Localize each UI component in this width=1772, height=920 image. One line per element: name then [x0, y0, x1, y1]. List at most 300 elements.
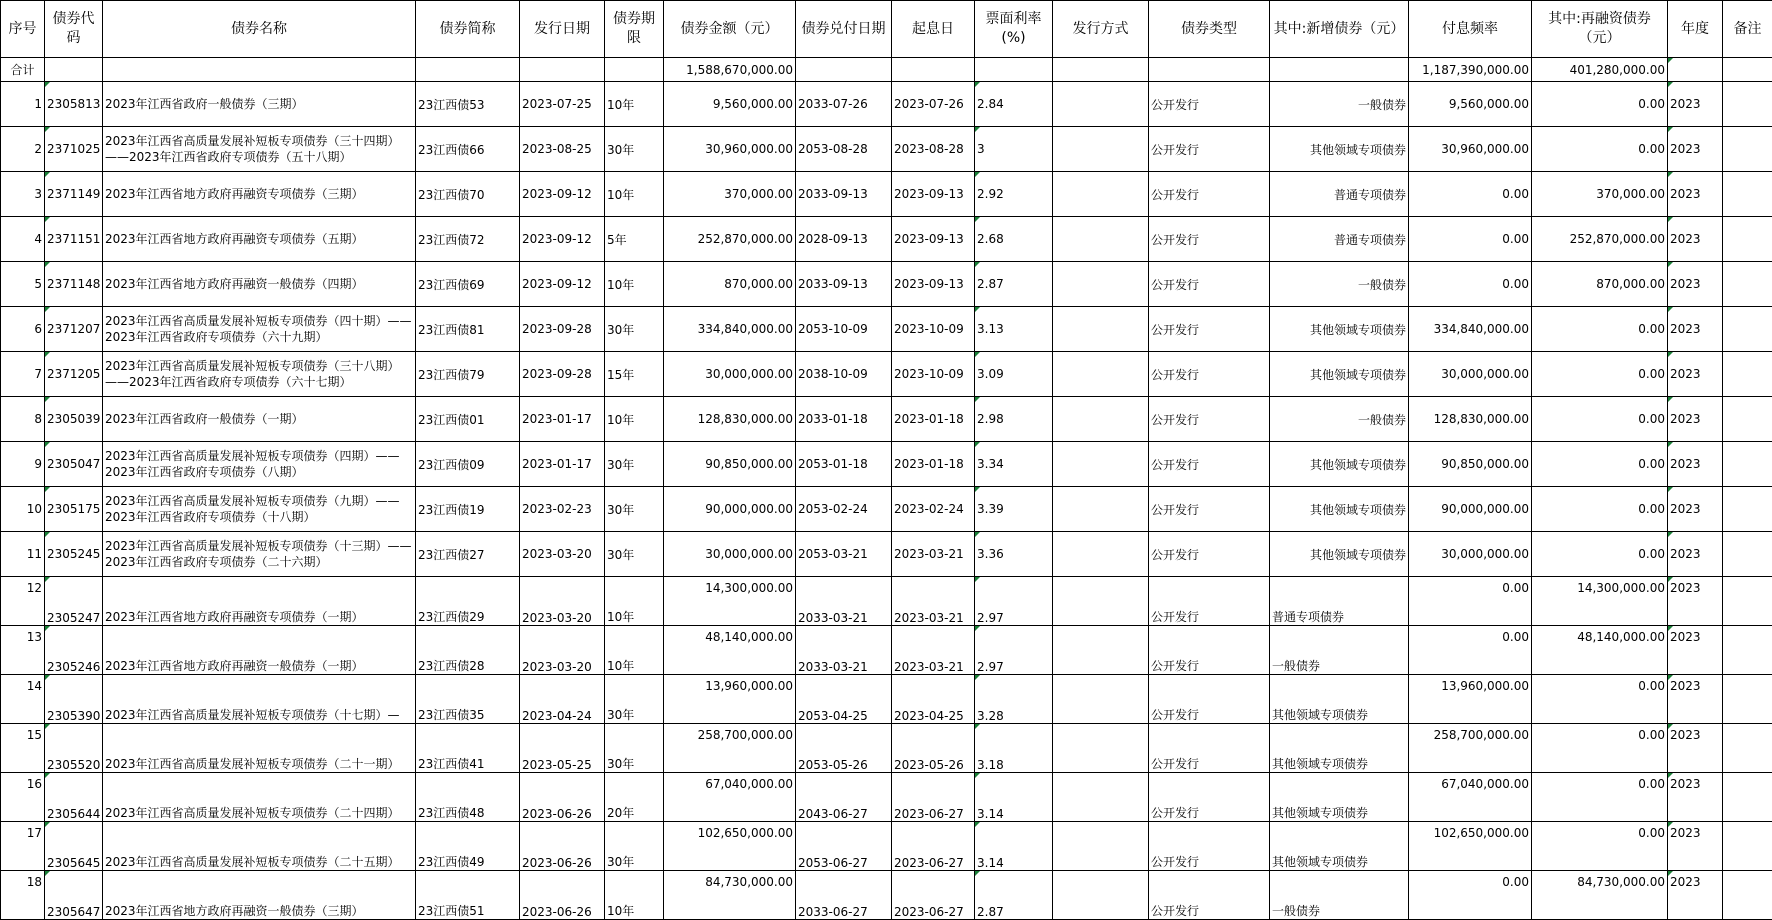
cell-year[interactable]: 2023 — [1668, 675, 1723, 724]
table-cell[interactable] — [45, 58, 103, 82]
cell-short-name[interactable]: 23江西债53 — [416, 82, 520, 127]
cell-issue-date[interactable]: 2023-09-12 — [520, 172, 605, 217]
cell-bond-type[interactable]: 公开发行 — [1149, 127, 1270, 172]
cell-seq[interactable]: 17 — [1, 822, 45, 871]
cell-year[interactable]: 2023 — [1668, 172, 1723, 217]
cell-redeem-date[interactable]: 2053-03-21 — [796, 532, 892, 577]
cell-redeem-date[interactable]: 2033-06-27 — [796, 871, 892, 920]
cell-rate[interactable]: 2.84 — [975, 82, 1053, 127]
cell-amount[interactable]: 128,830,000.00 — [664, 397, 796, 442]
cell-method[interactable] — [1053, 724, 1149, 773]
cell-note[interactable] — [1723, 172, 1772, 217]
cell-code[interactable]: 2305520 — [45, 724, 103, 773]
cell-refinancing[interactable]: 0.00 — [1532, 487, 1668, 532]
cell-category[interactable]: 其他领域专项债券 — [1270, 127, 1409, 172]
cell-redeem-date[interactable]: 2033-01-18 — [796, 397, 892, 442]
cell-start-date[interactable]: 2023-02-24 — [892, 487, 975, 532]
cell-refinancing[interactable]: 252,870,000.00 — [1532, 217, 1668, 262]
cell-name[interactable]: 2023年江西省高质量发展补短板专项债券（十三期）——2023年江西省政府专项债券（二十六期） — [103, 532, 416, 577]
cell-refinancing[interactable]: 0.00 — [1532, 397, 1668, 442]
cell-start-date[interactable]: 2023-05-26 — [892, 724, 975, 773]
cell-category[interactable]: 一般债券 — [1270, 262, 1409, 307]
cell-term[interactable]: 30年 — [605, 442, 664, 487]
cell-new-bonds[interactable]: 67,040,000.00 — [1409, 773, 1532, 822]
cell-start-date[interactable]: 2023-09-13 — [892, 217, 975, 262]
cell-amount[interactable]: 9,560,000.00 — [664, 82, 796, 127]
cell-issue-date[interactable]: 2023-09-28 — [520, 307, 605, 352]
table-cell[interactable] — [1270, 58, 1409, 82]
cell-term[interactable]: 10年 — [605, 626, 664, 675]
cell-refinancing[interactable]: 370,000.00 — [1532, 172, 1668, 217]
cell-year[interactable]: 2023 — [1668, 577, 1723, 626]
cell-issue-date[interactable]: 2023-01-17 — [520, 442, 605, 487]
cell-bond-type[interactable]: 公开发行 — [1149, 724, 1270, 773]
cell-new-bonds[interactable]: 13,960,000.00 — [1409, 675, 1532, 724]
cell-start-date[interactable]: 2023-09-13 — [892, 172, 975, 217]
cell-refinancing[interactable]: 14,300,000.00 — [1532, 577, 1668, 626]
cell-code[interactable]: 2305390 — [45, 675, 103, 724]
cell-code[interactable]: 2371148 — [45, 262, 103, 307]
cell-short-name[interactable]: 23江西债28 — [416, 626, 520, 675]
cell-category[interactable]: 一般债券 — [1270, 626, 1409, 675]
cell-redeem-date[interactable]: 2033-09-13 — [796, 172, 892, 217]
cell-bond-type[interactable]: 公开发行 — [1149, 217, 1270, 262]
cell-amount[interactable]: 13,960,000.00 — [664, 675, 796, 724]
cell-name[interactable]: 2023年江西省地方政府再融资专项债券（五期） — [103, 217, 416, 262]
cell-category[interactable]: 其他领域专项债券 — [1270, 773, 1409, 822]
cell-short-name[interactable]: 23江西债01 — [416, 397, 520, 442]
total-label[interactable]: 合计 — [1, 58, 45, 82]
cell-short-name[interactable]: 23江西债69 — [416, 262, 520, 307]
cell-amount[interactable]: 870,000.00 — [664, 262, 796, 307]
cell-code[interactable]: 2305645 — [45, 822, 103, 871]
cell-short-name[interactable]: 23江西债70 — [416, 172, 520, 217]
cell-redeem-date[interactable]: 2053-01-18 — [796, 442, 892, 487]
cell-note[interactable] — [1723, 626, 1772, 675]
cell-bond-type[interactable]: 公开发行 — [1149, 442, 1270, 487]
cell-year[interactable]: 2023 — [1668, 487, 1723, 532]
cell-term[interactable]: 5年 — [605, 217, 664, 262]
cell-year[interactable]: 2023 — [1668, 773, 1723, 822]
cell-new-bonds[interactable]: 30,000,000.00 — [1409, 352, 1532, 397]
cell-term[interactable]: 30年 — [605, 724, 664, 773]
cell-bond-type[interactable]: 公开发行 — [1149, 871, 1270, 920]
cell-note[interactable] — [1723, 397, 1772, 442]
cell-seq[interactable]: 10 — [1, 487, 45, 532]
cell-refinancing[interactable]: 0.00 — [1532, 532, 1668, 577]
cell-start-date[interactable]: 2023-01-18 — [892, 442, 975, 487]
cell-bond-type[interactable]: 公开发行 — [1149, 626, 1270, 675]
table-cell[interactable] — [892, 58, 975, 82]
cell-method[interactable] — [1053, 82, 1149, 127]
cell-new-bonds[interactable]: 0.00 — [1409, 217, 1532, 262]
cell-redeem-date[interactable]: 2033-03-21 — [796, 577, 892, 626]
cell-issue-date[interactable]: 2023-03-20 — [520, 532, 605, 577]
cell-new-bonds[interactable]: 0.00 — [1409, 626, 1532, 675]
cell-new-bonds[interactable]: 128,830,000.00 — [1409, 397, 1532, 442]
cell-note[interactable] — [1723, 442, 1772, 487]
cell-amount[interactable]: 30,960,000.00 — [664, 127, 796, 172]
cell-issue-date[interactable]: 2023-09-12 — [520, 217, 605, 262]
cell-name[interactable]: 2023年江西省高质量发展补短板专项债券（三十四期）——2023年江西省政府专项债券（五十八期） — [103, 127, 416, 172]
cell-category[interactable]: 其他领域专项债券 — [1270, 487, 1409, 532]
cell-method[interactable] — [1053, 577, 1149, 626]
cell-seq[interactable]: 4 — [1, 217, 45, 262]
cell-code[interactable]: 2305813 — [45, 82, 103, 127]
cell-note[interactable] — [1723, 127, 1772, 172]
cell-year[interactable]: 2023 — [1668, 217, 1723, 262]
cell-short-name[interactable]: 23江西债09 — [416, 442, 520, 487]
cell-term[interactable]: 30年 — [605, 487, 664, 532]
table-cell[interactable] — [975, 58, 1053, 82]
cell-short-name[interactable]: 23江西债41 — [416, 724, 520, 773]
cell-method[interactable] — [1053, 532, 1149, 577]
cell-short-name[interactable]: 23江西债49 — [416, 822, 520, 871]
cell-name[interactable]: 2023年江西省高质量发展补短板专项债券（九期）——2023年江西省政府专项债券（十八期） — [103, 487, 416, 532]
cell-rate[interactable]: 3.39 — [975, 487, 1053, 532]
cell-name[interactable]: 2023年江西省高质量发展补短板专项债券（二十四期） — [103, 773, 416, 822]
cell-name[interactable]: 2023年江西省高质量发展补短板专项债券（三十八期）——2023年江西省政府专项债券（六十七期） — [103, 352, 416, 397]
cell-issue-date[interactable]: 2023-06-26 — [520, 773, 605, 822]
cell-code[interactable]: 2371207 — [45, 307, 103, 352]
cell-new-bonds[interactable]: 9,560,000.00 — [1409, 82, 1532, 127]
cell-short-name[interactable]: 23江西债81 — [416, 307, 520, 352]
cell-term[interactable]: 10年 — [605, 262, 664, 307]
cell-new-bonds[interactable]: 0.00 — [1409, 262, 1532, 307]
cell-start-date[interactable]: 2023-06-27 — [892, 822, 975, 871]
cell-rate[interactable]: 2.98 — [975, 397, 1053, 442]
cell-rate[interactable]: 2.92 — [975, 172, 1053, 217]
cell-note[interactable] — [1723, 822, 1772, 871]
cell-refinancing[interactable]: 84,730,000.00 — [1532, 871, 1668, 920]
cell-redeem-date[interactable]: 2053-02-24 — [796, 487, 892, 532]
cell-refinancing[interactable]: 0.00 — [1532, 307, 1668, 352]
cell-amount[interactable]: 30,000,000.00 — [664, 532, 796, 577]
table-cell[interactable] — [520, 58, 605, 82]
cell-note[interactable] — [1723, 532, 1772, 577]
cell-amount[interactable]: 14,300,000.00 — [664, 577, 796, 626]
cell-redeem-date[interactable]: 2053-04-25 — [796, 675, 892, 724]
table-cell[interactable] — [1668, 58, 1723, 82]
cell-method[interactable] — [1053, 487, 1149, 532]
cell-code[interactable]: 2305175 — [45, 487, 103, 532]
cell-issue-date[interactable]: 2023-03-20 — [520, 577, 605, 626]
cell-year[interactable]: 2023 — [1668, 82, 1723, 127]
cell-new-bonds[interactable]: 90,000,000.00 — [1409, 487, 1532, 532]
cell-redeem-date[interactable]: 2053-06-27 — [796, 822, 892, 871]
cell-amount[interactable]: 90,000,000.00 — [664, 487, 796, 532]
cell-redeem-date[interactable]: 2033-03-21 — [796, 626, 892, 675]
cell-year[interactable]: 2023 — [1668, 307, 1723, 352]
cell-issue-date[interactable]: 2023-06-26 — [520, 871, 605, 920]
cell-issue-date[interactable]: 2023-01-17 — [520, 397, 605, 442]
cell-term[interactable]: 30年 — [605, 675, 664, 724]
cell-name[interactable]: 2023年江西省高质量发展补短板专项债券（四十期）——2023年江西省政府专项债券（六十九期） — [103, 307, 416, 352]
cell-short-name[interactable]: 23江西债72 — [416, 217, 520, 262]
cell-short-name[interactable]: 23江西债51 — [416, 871, 520, 920]
cell-category[interactable]: 其他领域专项债券 — [1270, 352, 1409, 397]
cell-term[interactable]: 10年 — [605, 172, 664, 217]
cell-term[interactable]: 30年 — [605, 532, 664, 577]
cell-seq[interactable]: 8 — [1, 397, 45, 442]
cell-category[interactable]: 一般债券 — [1270, 871, 1409, 920]
cell-amount[interactable]: 102,650,000.00 — [664, 822, 796, 871]
cell-bond-type[interactable]: 公开发行 — [1149, 675, 1270, 724]
cell-term[interactable]: 10年 — [605, 82, 664, 127]
cell-note[interactable] — [1723, 352, 1772, 397]
cell-category[interactable]: 其他领域专项债券 — [1270, 724, 1409, 773]
cell-bond-type[interactable]: 公开发行 — [1149, 397, 1270, 442]
cell-refinancing[interactable]: 0.00 — [1532, 352, 1668, 397]
cell-note[interactable] — [1723, 675, 1772, 724]
cell-name[interactable]: 2023年江西省地方政府再融资一般债券（一期） — [103, 626, 416, 675]
table-cell[interactable] — [796, 58, 892, 82]
cell-start-date[interactable]: 2023-03-21 — [892, 577, 975, 626]
cell-note[interactable] — [1723, 871, 1772, 920]
cell-start-date[interactable]: 2023-03-21 — [892, 532, 975, 577]
cell-category[interactable]: 普通专项债券 — [1270, 172, 1409, 217]
cell-new-bonds[interactable]: 102,650,000.00 — [1409, 822, 1532, 871]
cell-year[interactable]: 2023 — [1668, 724, 1723, 773]
cell-start-date[interactable]: 2023-04-25 — [892, 675, 975, 724]
cell-category[interactable]: 一般债券 — [1270, 397, 1409, 442]
total-new-bonds[interactable]: 1,187,390,000.00 — [1409, 58, 1532, 82]
cell-rate[interactable]: 3.28 — [975, 675, 1053, 724]
cell-name[interactable]: 2023年江西省地方政府再融资专项债券（一期） — [103, 577, 416, 626]
cell-category[interactable]: 一般债券 — [1270, 82, 1409, 127]
cell-bond-type[interactable]: 公开发行 — [1149, 352, 1270, 397]
cell-method[interactable] — [1053, 822, 1149, 871]
cell-rate[interactable]: 3.13 — [975, 307, 1053, 352]
cell-redeem-date[interactable]: 2033-09-13 — [796, 262, 892, 307]
cell-method[interactable] — [1053, 871, 1149, 920]
cell-bond-type[interactable]: 公开发行 — [1149, 262, 1270, 307]
cell-term[interactable]: 10年 — [605, 397, 664, 442]
cell-name[interactable]: 2023年江西省地方政府再融资一般债券（三期） — [103, 871, 416, 920]
cell-seq[interactable]: 7 — [1, 352, 45, 397]
cell-refinancing[interactable]: 0.00 — [1532, 127, 1668, 172]
cell-new-bonds[interactable]: 334,840,000.00 — [1409, 307, 1532, 352]
cell-method[interactable] — [1053, 352, 1149, 397]
cell-note[interactable] — [1723, 724, 1772, 773]
cell-start-date[interactable]: 2023-10-09 — [892, 307, 975, 352]
cell-category[interactable]: 其他领域专项债券 — [1270, 532, 1409, 577]
cell-note[interactable] — [1723, 773, 1772, 822]
cell-name[interactable]: 2023年江西省高质量发展补短板专项债券（二十一期） — [103, 724, 416, 773]
cell-rate[interactable]: 3.14 — [975, 822, 1053, 871]
cell-short-name[interactable]: 23江西债79 — [416, 352, 520, 397]
cell-code[interactable]: 2371151 — [45, 217, 103, 262]
cell-amount[interactable]: 252,870,000.00 — [664, 217, 796, 262]
cell-category[interactable]: 其他领域专项债券 — [1270, 822, 1409, 871]
cell-start-date[interactable]: 2023-06-27 — [892, 871, 975, 920]
cell-year[interactable]: 2023 — [1668, 262, 1723, 307]
cell-amount[interactable]: 370,000.00 — [664, 172, 796, 217]
cell-name[interactable]: 2023年江西省政府一般债券（一期） — [103, 397, 416, 442]
total-refinancing[interactable]: 401,280,000.00 — [1532, 58, 1668, 82]
cell-amount[interactable]: 258,700,000.00 — [664, 724, 796, 773]
cell-rate[interactable]: 2.68 — [975, 217, 1053, 262]
cell-start-date[interactable]: 2023-07-26 — [892, 82, 975, 127]
cell-term[interactable]: 30年 — [605, 822, 664, 871]
cell-seq[interactable]: 16 — [1, 773, 45, 822]
cell-redeem-date[interactable]: 2043-06-27 — [796, 773, 892, 822]
cell-issue-date[interactable]: 2023-09-12 — [520, 262, 605, 307]
cell-bond-type[interactable]: 公开发行 — [1149, 172, 1270, 217]
cell-issue-date[interactable]: 2023-04-24 — [520, 675, 605, 724]
cell-start-date[interactable]: 2023-01-18 — [892, 397, 975, 442]
cell-seq[interactable]: 18 — [1, 871, 45, 920]
cell-amount[interactable]: 48,140,000.00 — [664, 626, 796, 675]
cell-note[interactable] — [1723, 577, 1772, 626]
cell-category[interactable]: 其他领域专项债券 — [1270, 307, 1409, 352]
cell-category[interactable]: 普通专项债券 — [1270, 217, 1409, 262]
cell-amount[interactable]: 90,850,000.00 — [664, 442, 796, 487]
cell-bond-type[interactable]: 公开发行 — [1149, 307, 1270, 352]
cell-category[interactable]: 普通专项债券 — [1270, 577, 1409, 626]
cell-name[interactable]: 2023年江西省高质量发展补短板专项债券（四期）——2023年江西省政府专项债券（八期） — [103, 442, 416, 487]
cell-seq[interactable]: 11 — [1, 532, 45, 577]
cell-seq[interactable]: 1 — [1, 82, 45, 127]
table-cell[interactable] — [416, 58, 520, 82]
cell-amount[interactable]: 334,840,000.00 — [664, 307, 796, 352]
cell-rate[interactable]: 3.09 — [975, 352, 1053, 397]
cell-rate[interactable]: 2.97 — [975, 626, 1053, 675]
cell-term[interactable]: 15年 — [605, 352, 664, 397]
cell-year[interactable]: 2023 — [1668, 822, 1723, 871]
table-cell[interactable] — [103, 58, 416, 82]
cell-note[interactable] — [1723, 217, 1772, 262]
cell-start-date[interactable]: 2023-10-09 — [892, 352, 975, 397]
cell-method[interactable] — [1053, 397, 1149, 442]
cell-rate[interactable]: 2.87 — [975, 262, 1053, 307]
cell-bond-type[interactable]: 公开发行 — [1149, 532, 1270, 577]
cell-refinancing[interactable]: 0.00 — [1532, 773, 1668, 822]
cell-code[interactable]: 2371205 — [45, 352, 103, 397]
cell-category[interactable]: 其他领域专项债券 — [1270, 442, 1409, 487]
cell-seq[interactable]: 14 — [1, 675, 45, 724]
cell-seq[interactable]: 12 — [1, 577, 45, 626]
cell-seq[interactable]: 15 — [1, 724, 45, 773]
table-cell[interactable] — [1053, 58, 1149, 82]
cell-issue-date[interactable]: 2023-09-28 — [520, 352, 605, 397]
cell-note[interactable] — [1723, 82, 1772, 127]
cell-year[interactable]: 2023 — [1668, 397, 1723, 442]
cell-seq[interactable]: 2 — [1, 127, 45, 172]
cell-seq[interactable]: 9 — [1, 442, 45, 487]
cell-code[interactable]: 2305644 — [45, 773, 103, 822]
cell-note[interactable] — [1723, 262, 1772, 307]
cell-issue-date[interactable]: 2023-06-26 — [520, 822, 605, 871]
cell-code[interactable]: 2305247 — [45, 577, 103, 626]
cell-method[interactable] — [1053, 172, 1149, 217]
cell-bond-type[interactable]: 公开发行 — [1149, 577, 1270, 626]
cell-short-name[interactable]: 23江西债19 — [416, 487, 520, 532]
table-cell[interactable] — [1723, 58, 1772, 82]
cell-method[interactable] — [1053, 262, 1149, 307]
cell-short-name[interactable]: 23江西债66 — [416, 127, 520, 172]
cell-refinancing[interactable]: 0.00 — [1532, 724, 1668, 773]
total-amount[interactable]: 1,588,670,000.00 — [664, 58, 796, 82]
cell-method[interactable] — [1053, 127, 1149, 172]
table-cell[interactable] — [605, 58, 664, 82]
cell-rate[interactable]: 3.36 — [975, 532, 1053, 577]
cell-rate[interactable]: 3.14 — [975, 773, 1053, 822]
cell-amount[interactable]: 84,730,000.00 — [664, 871, 796, 920]
cell-seq[interactable]: 5 — [1, 262, 45, 307]
cell-bond-type[interactable]: 公开发行 — [1149, 82, 1270, 127]
cell-short-name[interactable]: 23江西债35 — [416, 675, 520, 724]
cell-redeem-date[interactable]: 2053-10-09 — [796, 307, 892, 352]
cell-issue-date[interactable]: 2023-02-23 — [520, 487, 605, 532]
cell-code[interactable]: 2305246 — [45, 626, 103, 675]
cell-term[interactable]: 30年 — [605, 307, 664, 352]
cell-name[interactable]: 2023年江西省地方政府再融资一般债券（四期） — [103, 262, 416, 307]
cell-note[interactable] — [1723, 307, 1772, 352]
cell-rate[interactable]: 2.97 — [975, 577, 1053, 626]
cell-term[interactable]: 30年 — [605, 127, 664, 172]
cell-redeem-date[interactable]: 2038-10-09 — [796, 352, 892, 397]
cell-new-bonds[interactable]: 90,850,000.00 — [1409, 442, 1532, 487]
cell-start-date[interactable]: 2023-08-28 — [892, 127, 975, 172]
cell-method[interactable] — [1053, 626, 1149, 675]
cell-short-name[interactable]: 23江西债29 — [416, 577, 520, 626]
cell-year[interactable]: 2023 — [1668, 352, 1723, 397]
cell-issue-date[interactable]: 2023-08-25 — [520, 127, 605, 172]
cell-year[interactable]: 2023 — [1668, 871, 1723, 920]
cell-code[interactable]: 2371149 — [45, 172, 103, 217]
cell-seq[interactable]: 6 — [1, 307, 45, 352]
cell-term[interactable]: 10年 — [605, 577, 664, 626]
cell-refinancing[interactable]: 0.00 — [1532, 822, 1668, 871]
cell-new-bonds[interactable]: 0.00 — [1409, 172, 1532, 217]
cell-start-date[interactable]: 2023-09-13 — [892, 262, 975, 307]
table-cell[interactable] — [1149, 58, 1270, 82]
cell-rate[interactable]: 3.18 — [975, 724, 1053, 773]
cell-method[interactable] — [1053, 442, 1149, 487]
cell-method[interactable] — [1053, 307, 1149, 352]
cell-note[interactable] — [1723, 487, 1772, 532]
cell-refinancing[interactable]: 0.00 — [1532, 442, 1668, 487]
cell-new-bonds[interactable]: 0.00 — [1409, 871, 1532, 920]
cell-bond-type[interactable]: 公开发行 — [1149, 487, 1270, 532]
cell-name[interactable]: 2023年江西省高质量发展补短板专项债券（二十五期） — [103, 822, 416, 871]
cell-rate[interactable]: 2.87 — [975, 871, 1053, 920]
cell-term[interactable]: 10年 — [605, 871, 664, 920]
cell-refinancing[interactable]: 48,140,000.00 — [1532, 626, 1668, 675]
cell-year[interactable]: 2023 — [1668, 532, 1723, 577]
cell-seq[interactable]: 13 — [1, 626, 45, 675]
cell-short-name[interactable]: 23江西债48 — [416, 773, 520, 822]
cell-redeem-date[interactable]: 2053-08-28 — [796, 127, 892, 172]
cell-code[interactable]: 2305039 — [45, 397, 103, 442]
cell-name[interactable]: 2023年江西省地方政府再融资专项债券（三期） — [103, 172, 416, 217]
cell-start-date[interactable]: 2023-03-21 — [892, 626, 975, 675]
cell-redeem-date[interactable]: 2028-09-13 — [796, 217, 892, 262]
cell-year[interactable]: 2023 — [1668, 442, 1723, 487]
cell-new-bonds[interactable]: 0.00 — [1409, 577, 1532, 626]
cell-year[interactable]: 2023 — [1668, 127, 1723, 172]
cell-refinancing[interactable]: 0.00 — [1532, 675, 1668, 724]
cell-code[interactable]: 2305047 — [45, 442, 103, 487]
cell-refinancing[interactable]: 870,000.00 — [1532, 262, 1668, 307]
cell-rate[interactable]: 3 — [975, 127, 1053, 172]
cell-seq[interactable]: 3 — [1, 172, 45, 217]
cell-code[interactable]: 2305245 — [45, 532, 103, 577]
cell-short-name[interactable]: 23江西债27 — [416, 532, 520, 577]
cell-rate[interactable]: 3.34 — [975, 442, 1053, 487]
cell-issue-date[interactable]: 2023-03-20 — [520, 626, 605, 675]
